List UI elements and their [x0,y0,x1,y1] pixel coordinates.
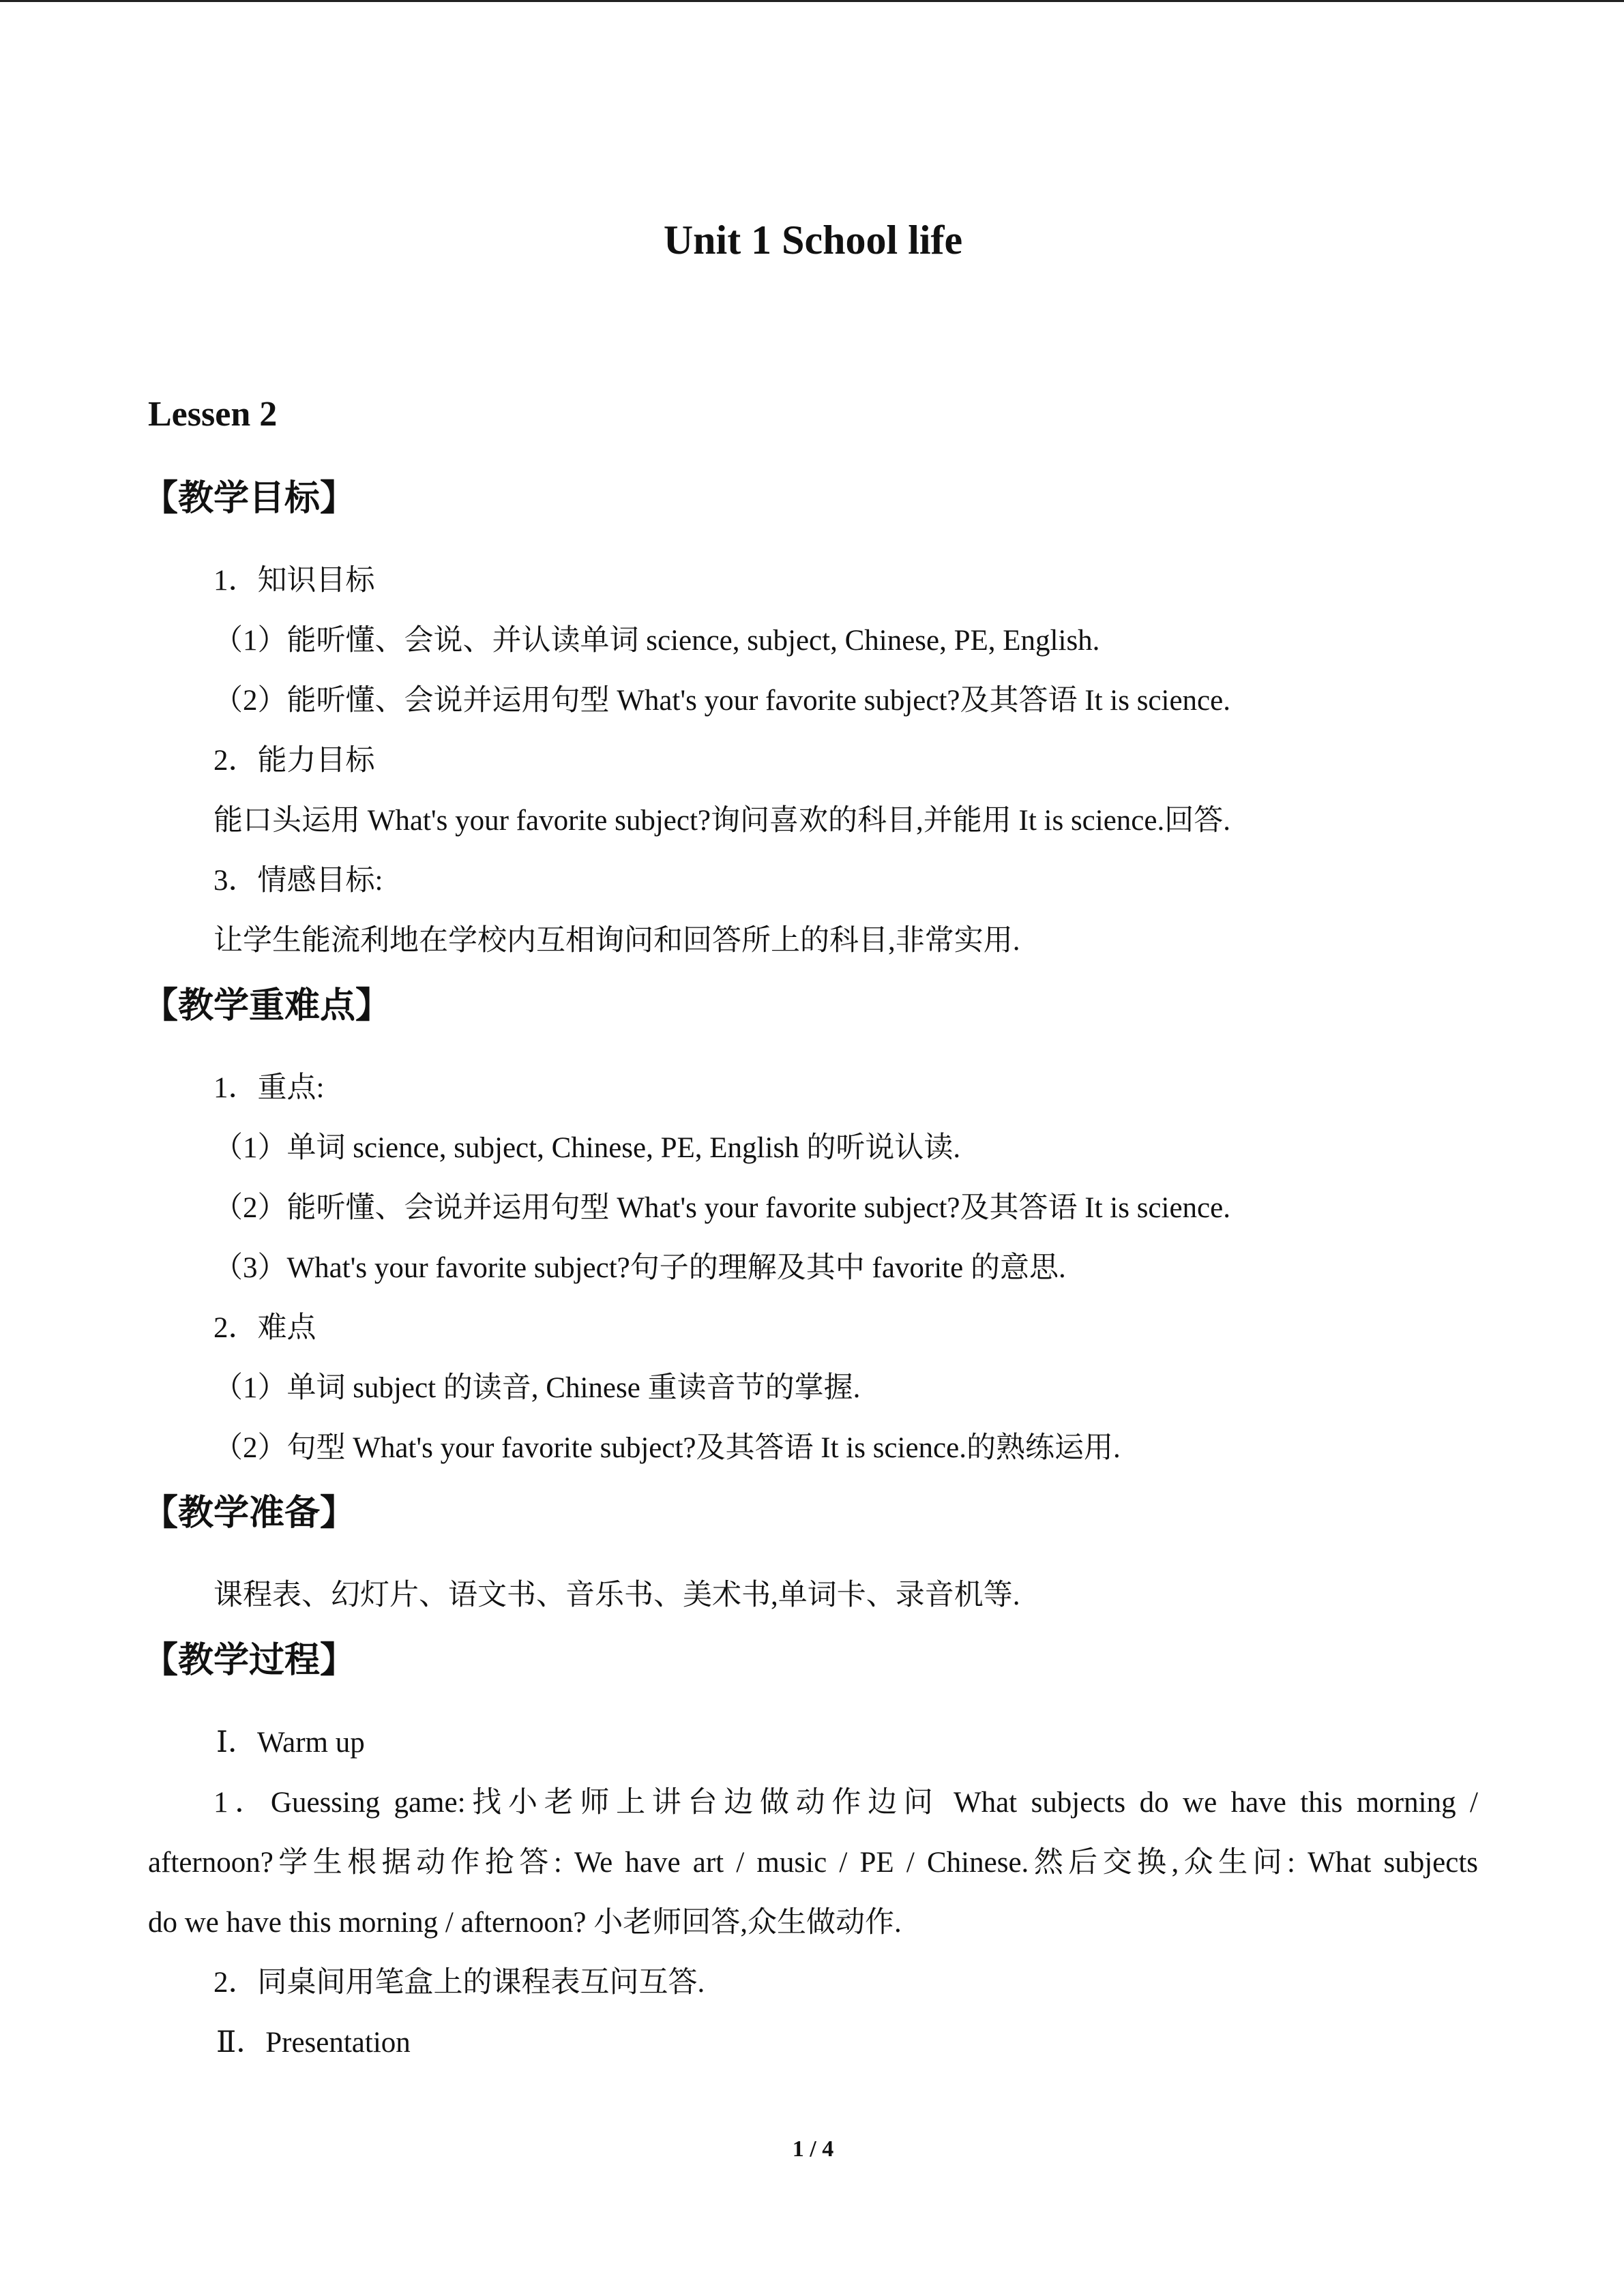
process-paragraph-line: 1．Guessing game:找小老师上讲台边做动作边问 What subjects do we have this morning / [213,1787,1478,1819]
key-point-line: （3）What's your favorite subject?句子的理解及其中 favorite 的意思. [213,1252,1066,1284]
key-point-line: （1）单词 science, subject, Chinese, PE, English 的听说认读. [213,1132,961,1164]
key-point-line: （1）单词 subject 的读音, Chinese 重读音节的掌握. [213,1372,861,1404]
key-point-line: （2）句型 What's your favorite subject?及其答语 It is science.的熟练运用. [213,1432,1121,1464]
objective-line: （1）能听懂、会说、并认读单词 science, subject, Chinese, PE, English. [213,625,1100,657]
objective-line: （2）能听懂、会说并运用句型 What's your favorite subject?及其答语 It is science. [213,685,1230,717]
process-step-presentation: Ⅱ．Presentation [216,2027,411,2059]
key-point-line: 1．重点: [213,1072,325,1104]
process-line: 2．同桌间用笔盒上的课程表互问互答. [213,1967,705,1999]
page-number: 1 / 4 [792,2136,834,2162]
process-paragraph-line: afternoon?学生根据动作抢答: We have art / music / PE / Chinese.然后交换,众生问: What subjects [148,1847,1478,1879]
objective-line: 3．情感目标: [213,865,383,897]
objective-line: 能口头运用 What's your favorite subject?询问喜欢的科目,并能用 It is science.回答. [213,805,1230,837]
top-border-line [0,0,1624,2]
objective-line: 1．知识目标 [213,565,375,597]
heading-process: 【教学过程】 [143,1641,356,1680]
key-point-line: 2．难点 [213,1312,316,1344]
process-step-warm-up: Ⅰ．Warm up [216,1727,365,1759]
objective-line: 2．能力目标 [213,745,375,777]
document-title: Unit 1 School life [663,218,963,263]
objective-line: 让学生能流利地在学校内互相询问和回答所上的科目,非常实用. [213,925,1020,957]
preparation-line: 课程表、幻灯片、语文书、音乐书、美术书,单词卡、录音机等. [213,1579,1020,1611]
heading-objectives: 【教学目标】 [143,479,356,518]
lesson-label: Lessen 2 [148,395,278,434]
key-point-line: （2）能听懂、会说并运用句型 What's your favorite subject?及其答语 It is science. [213,1192,1230,1224]
process-paragraph-line: do we have this morning / afternoon? 小老师回答,众生做动作. [148,1907,902,1939]
heading-preparation: 【教学准备】 [143,1494,356,1533]
heading-key-points: 【教学重难点】 [143,987,392,1026]
